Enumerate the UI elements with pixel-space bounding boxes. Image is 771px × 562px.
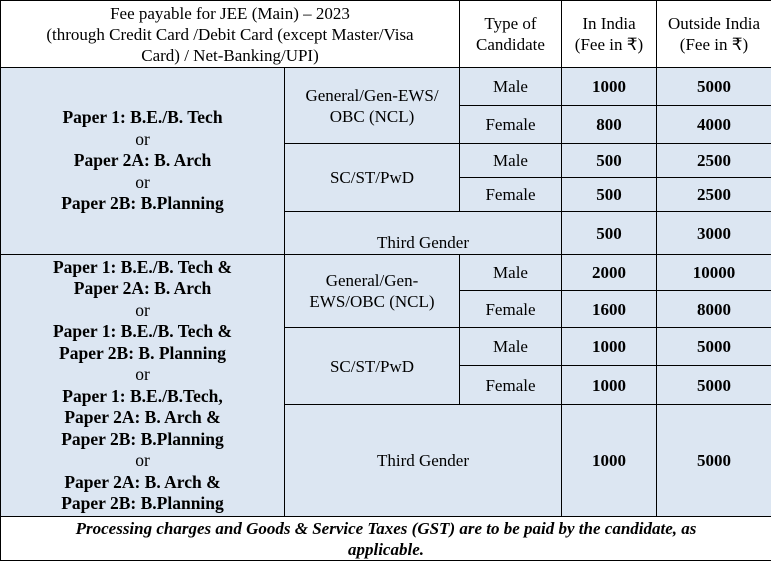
header-row	[1, 1, 771, 68]
header-type-of-candidate	[460, 1, 562, 68]
category-line: EWS/OBC (NCL)	[309, 292, 435, 311]
header-outside-line: Outside India	[667, 14, 761, 33]
gender-cell: Male	[460, 255, 562, 291]
paper-line: Paper 1: B.E./B. Tech	[62, 107, 223, 128]
header-description-line: (through Credit Card /Debit Card (except Master/Visa	[46, 24, 414, 44]
gender-cell: Male	[460, 144, 562, 178]
fee-outside-cell: 3000	[657, 212, 771, 255]
paper-line: or	[135, 171, 150, 192]
gender-cell: Male	[460, 68, 562, 106]
paper-block-1	[1, 68, 285, 255]
table-row	[1, 255, 771, 291]
header-type-line: Type of	[484, 14, 537, 33]
gender-cell: Female	[460, 366, 562, 405]
paper-line: Paper 1: B.E./B. Tech &	[52, 256, 233, 277]
fee-outside-cell: 5000	[657, 328, 771, 366]
fee-india-cell: 1000	[562, 68, 657, 106]
fee-outside-cell: 5000	[657, 68, 771, 106]
fee-india-cell: 1000	[562, 366, 657, 405]
fee-india-cell: 2000	[562, 255, 657, 291]
note-line: applicable.	[347, 539, 424, 559]
fee-india-cell: 800	[562, 106, 657, 144]
fee-outside-cell: 2500	[657, 144, 771, 178]
paper-line: Paper 1: B.E./B. Tech &	[52, 321, 233, 341]
paper-line: or	[135, 364, 150, 384]
category-cell	[285, 144, 460, 212]
category-line: OBC (NCL)	[329, 106, 415, 126]
fee-india-cell: 500	[562, 178, 657, 212]
paper-line: Paper 2A: B. Arch	[73, 278, 212, 298]
processing-charges-note	[1, 517, 771, 561]
paper-line: Paper 2B: B. Planning	[59, 342, 226, 363]
paper-line: Paper 2B: B.Planning	[61, 193, 224, 214]
fee-outside-cell: 2500	[657, 178, 771, 212]
header-in-india	[562, 1, 657, 68]
paper-line: or	[135, 299, 150, 320]
header-outside-india	[657, 1, 771, 68]
category-line: SC/ST/PwD	[329, 168, 415, 187]
paper-line: or	[135, 128, 150, 149]
table-row	[1, 68, 771, 106]
gender-cell: Female	[460, 178, 562, 212]
fee-india-cell: 1000	[562, 328, 657, 366]
third-gender-cell: Third Gender	[285, 212, 562, 255]
fee-india-cell: 1600	[562, 291, 657, 328]
gender-cell: Female	[460, 106, 562, 144]
footer-row	[1, 517, 771, 561]
header-outside-line: (Fee in ₹)	[679, 35, 749, 54]
note-line: Processing charges and Goods & Service Taxes (GST) are to be paid by the candidate, as	[75, 518, 697, 538]
category-cell	[285, 328, 460, 405]
header-india-line: In India	[582, 14, 636, 33]
category-line: General/Gen-EWS/	[305, 85, 439, 105]
paper-line: Paper 2B: B.Planning	[61, 428, 224, 449]
paper-block-2	[1, 255, 285, 517]
gender-cell: Female	[460, 291, 562, 328]
paper-line: Paper 2B: B.Planning	[61, 493, 224, 513]
fee-outside-cell: 5000	[657, 405, 771, 517]
fee-outside-cell: 5000	[657, 366, 771, 405]
paper-line: Paper 1: B.E./B.Tech,	[62, 385, 223, 406]
category-line: SC/ST/PwD	[329, 356, 415, 376]
paper-line: Paper 2A: B. Arch	[73, 150, 212, 171]
paper-line: Paper 2A: B. Arch &	[64, 471, 221, 492]
header-description-line: Fee payable for JEE (Main) – 2023	[110, 3, 350, 23]
gender-cell: Male	[460, 328, 562, 366]
fee-india-cell: 500	[562, 212, 657, 255]
header-type-line: Candidate	[476, 35, 545, 54]
paper-line: Paper 2A: B. Arch &	[64, 407, 221, 427]
header-description	[1, 1, 460, 68]
paper-line: or	[135, 450, 150, 470]
category-cell	[285, 255, 460, 328]
fee-outside-cell: 8000	[657, 291, 771, 328]
fee-india-cell: 1000	[562, 405, 657, 517]
category-line: General/Gen-	[325, 271, 419, 290]
fee-india-cell: 500	[562, 144, 657, 178]
category-cell	[285, 68, 460, 144]
fee-outside-cell: 10000	[657, 255, 771, 291]
header-description-line: Card) / Net-Banking/UPI)	[141, 45, 319, 65]
header-india-line: (Fee in ₹)	[574, 35, 644, 54]
fee-outside-cell: 4000	[657, 106, 771, 144]
third-gender-cell: Third Gender	[285, 405, 562, 517]
